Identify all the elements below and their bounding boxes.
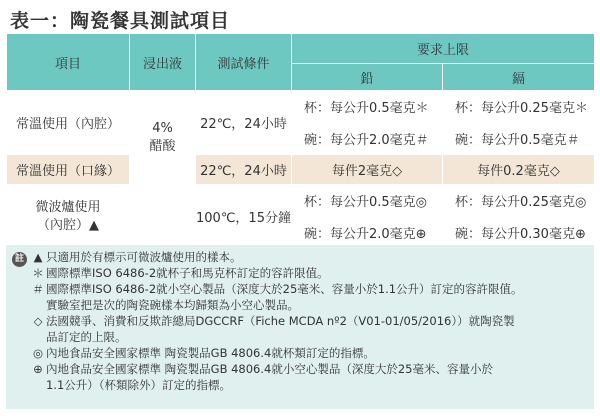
notes-box [6,245,594,409]
page-title: 表一：陶瓷餐具測試項目 [10,10,231,32]
cell-lead-cup-microwave: 杯：每公升0.5毫克◎ [292,185,443,217]
triangle-icon: ▲ [33,250,43,264]
cell-lead-rim: 每件2毫克◇ [292,155,443,185]
cell-liquid [130,91,196,185]
header-liquid: 浸出液 [130,34,196,91]
microwave-item-line1: 微波爐使用 [35,199,101,215]
header-condition: 測試條件 [196,34,292,91]
liquid-name: 醋酸 [149,138,176,154]
row-item-normal-inner: 常溫使用（內腔） [7,91,130,155]
hash-icon: ＃ [32,282,44,296]
asterisk-icon: ＊ [32,266,44,280]
row-item-normal-rim: 常溫使用（口緣） [7,155,130,185]
cell-lead-bowl: 碗：每公升2.0毫克＃ [292,123,443,155]
microwave-item-line2: （內腔）▲ [37,217,99,233]
cell-cad-cup-microwave: 杯：每公升0.25毫克◎ [443,185,595,217]
row-item-microwave [7,185,130,249]
liquid-concentration: 4% [152,120,173,136]
circled-plus-icon: ⊕ [33,362,43,376]
note-gb-cup: ◎ 內地食品安全國家標準 陶瓷製品GB 4806.4就杯類訂定的指標。 [30,346,375,362]
cell-cad-cup: 杯：每公升0.25毫克＊ [443,91,595,123]
diamond-icon: ◇ [33,314,43,328]
table-row [7,91,595,123]
header-cadmium: 鎘 [443,64,595,91]
header-lead: 鉛 [292,64,443,91]
note-microwave: ▲ 只適用於有標示可微波爐使用的樣本。 [30,250,242,266]
double-circle-icon: ◎ [32,346,44,360]
note-france-limit: ◇ 法國競爭、消費和反欺詐總局DGCCRF（Fiche MCDA nº2（V01-01/05/2016））就陶瓷製 品訂定的上限。 [30,314,515,345]
cell-condition-normal-rim: 22℃，24小時 [196,155,292,185]
note-icon: 註 [12,252,27,267]
note-cup-limit: ＊ 國際標準ISO 6486-2就杯子和馬克杯訂定的容許限值。 [30,266,329,282]
header-item: 項目 [7,34,130,91]
note-gb-hollow: ⊕ 內地食品安全國家標準 陶瓷製品GB 4806.4就小空心製品（深度大於25毫米、容量小於 1.1公升）（杯類除外）訂定的指標。 [30,362,493,393]
table-row [7,155,595,185]
test-items-table [6,33,595,249]
cell-empty-liquid [130,185,196,249]
cell-condition-microwave: 100℃，15分鐘 [196,185,292,249]
cell-lead-cup: 杯：每公升0.5毫克＊ [292,91,443,123]
cell-condition-normal-inner: 22℃，24小時 [196,91,292,155]
header-limit: 要求上限 [292,34,595,64]
cell-lead-bowl-microwave: 碗：每公升2.0毫克⊕ [292,217,443,249]
note-hollow-limit: ＃ 國際標準ISO 6486-2就小空心製品（深度大於25毫米、容量小於1.1公升）訂定的容許限值。 實驗室把是次的陶瓷碗樣本均歸類為小空心製品。 [30,282,523,313]
table-row [7,185,595,217]
cell-cad-bowl: 碗：每公升0.5毫克＃ [443,123,595,155]
cell-cad-bowl-microwave: 碗：每公升0.30毫克⊕ [443,217,595,249]
cell-cad-rim: 每件0.2毫克◇ [443,155,595,185]
